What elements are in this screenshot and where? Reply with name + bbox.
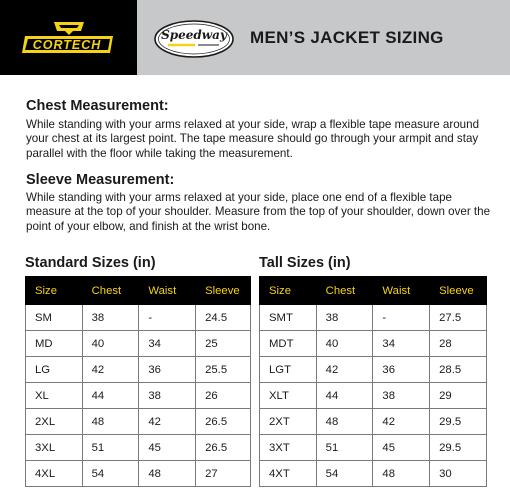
table-header-row: [260, 277, 487, 305]
chest-cell: 38: [82, 305, 139, 331]
table-row: [260, 305, 487, 331]
sleeve-cell: 27: [196, 461, 251, 487]
column-header-chest: Chest: [82, 277, 139, 305]
standard-sizes-table: [25, 276, 251, 487]
svg-text:Speedway: Speedway: [161, 28, 227, 42]
table-row: [26, 383, 251, 409]
column-header-size: Size: [260, 277, 317, 305]
waist-cell: 36: [139, 357, 196, 383]
size-cell: 4XT: [260, 461, 317, 487]
sleeve-cell: 29.5: [430, 409, 487, 435]
column-header-chest: Chest: [316, 277, 373, 305]
table-header-row: [26, 277, 251, 305]
table-row: [260, 357, 487, 383]
table-row: [26, 435, 251, 461]
table-row: [26, 461, 251, 487]
waist-cell: 34: [139, 331, 196, 357]
sleeve-heading: Sleeve Measurement:: [26, 172, 175, 188]
chest-cell: 54: [82, 461, 139, 487]
waist-cell: 34: [373, 331, 430, 357]
waist-cell: 48: [139, 461, 196, 487]
table-row: [26, 331, 251, 357]
sleeve-cell: 26.5: [196, 435, 251, 461]
chest-cell: 40: [82, 331, 139, 357]
waist-cell: -: [373, 305, 430, 331]
waist-cell: 45: [373, 435, 430, 461]
column-header-waist: Waist: [373, 277, 430, 305]
table-row: [260, 331, 487, 357]
sleeve-cell: 26.5: [196, 409, 251, 435]
sleeve-cell: 25.5: [196, 357, 251, 383]
waist-cell: 45: [139, 435, 196, 461]
size-cell: LG: [26, 357, 83, 383]
table-row: [260, 383, 487, 409]
page-header: [0, 0, 510, 75]
size-cell: MD: [26, 331, 83, 357]
chest-cell: 38: [316, 305, 373, 331]
sleeve-cell: 29.5: [430, 435, 487, 461]
speedway-logo: [153, 19, 235, 59]
sleeve-cell: 27.5: [430, 305, 487, 331]
waist-cell: 36: [373, 357, 430, 383]
chest-cell: 48: [82, 409, 139, 435]
size-cell: 4XL: [26, 461, 83, 487]
chest-cell: 42: [82, 357, 139, 383]
column-header-sleeve: Sleeve: [196, 277, 251, 305]
table-row: [260, 409, 487, 435]
svg-text:CORTECH: CORTECH: [32, 38, 102, 52]
waist-cell: 48: [373, 461, 430, 487]
waist-cell: -: [139, 305, 196, 331]
tall-sizes-title: Tall Sizes (in): [259, 255, 351, 271]
chest-heading: Chest Measurement:: [26, 98, 169, 114]
page-title: MEN’S JACKET SIZING: [250, 28, 444, 47]
chest-cell: 51: [316, 435, 373, 461]
cortech-logo-block: [0, 0, 137, 75]
table-row: [26, 357, 251, 383]
sleeve-cell: 25: [196, 331, 251, 357]
header-grey-band: [137, 0, 510, 75]
tall-sizes-table: [259, 276, 487, 487]
size-cell: 3XT: [260, 435, 317, 461]
size-cell: LGT: [260, 357, 317, 383]
chest-cell: 40: [316, 331, 373, 357]
sleeve-cell: 29: [430, 383, 487, 409]
sleeve-cell: 28: [430, 331, 487, 357]
chest-instructions: While standing with your arms relaxed at your side, wrap a flexible tape measure around your chest at its largest point. The tape measure should go through your armpit and stay parallel with the floor while taking the measurement.: [26, 118, 480, 160]
column-header-size: Size: [26, 277, 83, 305]
table-row: [26, 305, 251, 331]
size-cell: XLT: [260, 383, 317, 409]
size-cell: 2XT: [260, 409, 317, 435]
chest-cell: 42: [316, 357, 373, 383]
chest-cell: 44: [316, 383, 373, 409]
cortech-logo: [21, 20, 117, 56]
column-header-sleeve: Sleeve: [430, 277, 487, 305]
chest-cell: 54: [316, 461, 373, 487]
sleeve-cell: 28.5: [430, 357, 487, 383]
size-cell: MDT: [260, 331, 317, 357]
waist-cell: 38: [373, 383, 430, 409]
waist-cell: 42: [373, 409, 430, 435]
chest-cell: 51: [82, 435, 139, 461]
table-row: [260, 461, 487, 487]
size-cell: 3XL: [26, 435, 83, 461]
size-cell: 2XL: [26, 409, 83, 435]
waist-cell: 38: [139, 383, 196, 409]
waist-cell: 42: [139, 409, 196, 435]
sleeve-cell: 30: [430, 461, 487, 487]
column-header-waist: Waist: [139, 277, 196, 305]
chest-cell: 44: [82, 383, 139, 409]
table-row: [26, 409, 251, 435]
sleeve-cell: 26: [196, 383, 251, 409]
sleeve-cell: 24.5: [196, 305, 251, 331]
table-row: [260, 435, 487, 461]
standard-sizes-title: Standard Sizes (in): [25, 255, 156, 271]
size-cell: XL: [26, 383, 83, 409]
chest-cell: 48: [316, 409, 373, 435]
sleeve-instructions: While standing with your arms relaxed at your side, place one end of a flexible tape measure at the top of your shoulder. Measure from the top of your shoulder, down over the point of your elbow, and finish at the wrist bone.: [26, 191, 491, 233]
size-cell: SM: [26, 305, 83, 331]
size-cell: SMT: [260, 305, 317, 331]
